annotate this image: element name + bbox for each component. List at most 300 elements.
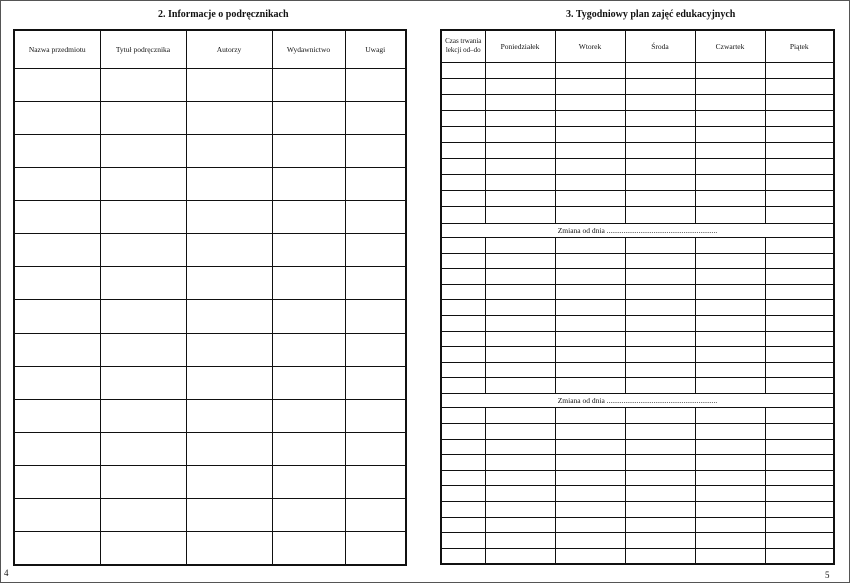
textbook-cell[interactable] [186,466,272,499]
textbook-cell[interactable] [272,134,345,167]
textbook-cell[interactable] [345,333,406,366]
schedule-day-cell[interactable] [765,362,834,378]
schedule-time-cell[interactable] [441,439,485,455]
schedule-day-cell[interactable] [555,94,625,110]
schedule-day-cell[interactable] [765,455,834,471]
textbook-cell[interactable] [345,101,406,134]
schedule-time-cell[interactable] [441,78,485,94]
schedule-day-cell[interactable] [765,347,834,363]
schedule-change-label[interactable]: Zmiana od dnia ........................................................... [441,393,834,408]
schedule-day-cell[interactable] [485,207,555,223]
textbook-cell[interactable] [100,300,186,333]
schedule-day-cell[interactable] [485,238,555,254]
schedule-day-cell[interactable] [765,533,834,549]
textbook-cell[interactable] [345,432,406,465]
textbook-cell[interactable] [186,101,272,134]
col-tuesday: Wtorek [555,30,625,62]
schedule-day-cell[interactable] [695,362,765,378]
textbook-cell[interactable] [100,432,186,465]
col-publisher: Wydawnictwo [272,30,345,68]
schedule-day-cell[interactable] [555,408,625,424]
schedule-row [441,439,834,455]
textbooks-title: 2. Informacje o podręcznikach [158,9,289,20]
schedule-change-label[interactable]: Zmiana od dnia ........................................................... [441,223,834,238]
schedule-day-cell[interactable] [555,347,625,363]
textbook-cell[interactable] [345,399,406,432]
schedule-day-cell[interactable] [695,143,765,159]
schedule-day-cell[interactable] [765,238,834,254]
textbook-cell[interactable] [272,201,345,234]
schedule-day-cell[interactable] [765,126,834,142]
schedule-day-cell[interactable] [555,486,625,502]
textbook-cell[interactable] [186,300,272,333]
schedule-day-cell[interactable] [625,300,695,316]
schedule-day-cell[interactable] [695,378,765,394]
textbook-cell[interactable] [345,532,406,565]
schedule-day-cell[interactable] [625,533,695,549]
schedule-day-cell[interactable] [695,501,765,517]
textbook-cell[interactable] [100,532,186,565]
textbook-cell[interactable] [345,466,406,499]
col-thursday: Czwartek [695,30,765,62]
schedule-time-cell[interactable] [441,238,485,254]
schedule-day-cell[interactable] [485,300,555,316]
schedule-row [441,455,834,471]
textbook-cell[interactable] [272,234,345,267]
schedule-row [441,191,834,207]
schedule-day-cell[interactable] [765,300,834,316]
schedule-time-cell[interactable] [441,533,485,549]
schedule-day-cell[interactable] [625,316,695,332]
schedule-day-cell[interactable] [555,284,625,300]
schedule-day-cell[interactable] [485,110,555,126]
schedule-day-cell[interactable] [485,501,555,517]
schedule-time-cell[interactable] [441,470,485,486]
col-friday: Piątek [765,30,834,62]
schedule-time-cell[interactable] [441,316,485,332]
textbook-cell[interactable] [14,432,100,465]
textbook-cell[interactable] [345,68,406,101]
textbook-cell[interactable] [272,532,345,565]
schedule-day-cell[interactable] [625,455,695,471]
schedule-day-cell[interactable] [765,191,834,207]
schedule-day-cell[interactable] [765,517,834,533]
schedule-day-cell[interactable] [765,470,834,486]
schedule-day-cell[interactable] [625,439,695,455]
textbook-cell[interactable] [14,532,100,565]
schedule-day-cell[interactable] [485,62,555,78]
schedule-day-cell[interactable] [555,62,625,78]
textbook-cell[interactable] [345,167,406,200]
schedule-time-cell[interactable] [441,408,485,424]
schedule-day-cell[interactable] [625,159,695,175]
schedule-day-cell[interactable] [765,316,834,332]
schedule-day-cell[interactable] [485,424,555,440]
schedule-day-cell[interactable] [485,362,555,378]
textbook-cell[interactable] [100,466,186,499]
schedule-time-cell[interactable] [441,159,485,175]
schedule-day-cell[interactable] [485,548,555,564]
schedule-day-cell[interactable] [695,126,765,142]
schedule-day-cell[interactable] [555,362,625,378]
textbook-cell[interactable] [272,366,345,399]
schedule-day-cell[interactable] [625,362,695,378]
schedule-row [441,238,834,254]
schedule-day-cell[interactable] [485,175,555,191]
textbook-row [14,466,406,499]
schedule-day-cell[interactable] [625,78,695,94]
schedule-day-cell[interactable] [695,159,765,175]
schedule-day-cell[interactable] [765,378,834,394]
textbook-row [14,134,406,167]
textbook-cell[interactable] [186,366,272,399]
schedule-day-cell[interactable] [555,548,625,564]
schedule-day-cell[interactable] [765,501,834,517]
schedule-day-cell[interactable] [485,378,555,394]
schedule-time-cell[interactable] [441,253,485,269]
schedule-day-cell[interactable] [695,300,765,316]
schedule-time-cell[interactable] [441,486,485,502]
textbook-cell[interactable] [14,201,100,234]
schedule-day-cell[interactable] [555,175,625,191]
schedule-day-cell[interactable] [695,548,765,564]
textbook-cell[interactable] [272,267,345,300]
schedule-time-cell[interactable] [441,362,485,378]
schedule-day-cell[interactable] [765,408,834,424]
schedule-day-cell[interactable] [485,439,555,455]
textbook-cell[interactable] [345,267,406,300]
schedule-day-cell[interactable] [765,439,834,455]
page-number-left: 4 [4,568,9,578]
schedule-day-cell[interactable] [555,533,625,549]
schedule-row [441,284,834,300]
schedule-day-cell[interactable] [555,126,625,142]
textbook-cell[interactable] [186,399,272,432]
textbook-cell[interactable] [14,399,100,432]
textbook-cell[interactable] [272,101,345,134]
schedule-day-cell[interactable] [555,316,625,332]
schedule-time-cell[interactable] [441,347,485,363]
textbook-row [14,267,406,300]
textbook-cell[interactable] [100,333,186,366]
schedule-day-cell[interactable] [695,191,765,207]
schedule-time-cell[interactable] [441,191,485,207]
schedule-day-cell[interactable] [485,486,555,502]
schedule-day-cell[interactable] [625,378,695,394]
textbook-cell[interactable] [100,68,186,101]
schedule-day-cell[interactable] [625,517,695,533]
schedule-day-cell[interactable] [765,424,834,440]
schedule-day-cell[interactable] [485,159,555,175]
schedule-day-cell[interactable] [485,517,555,533]
schedule-day-cell[interactable] [695,331,765,347]
schedule-time-cell[interactable] [441,207,485,223]
schedule-day-cell[interactable] [765,62,834,78]
textbook-cell[interactable] [14,300,100,333]
textbook-cell[interactable] [14,499,100,532]
schedule-day-cell[interactable] [555,269,625,285]
textbook-row [14,234,406,267]
schedule-day-cell[interactable] [765,253,834,269]
schedule-time-cell[interactable] [441,143,485,159]
schedule-day-cell[interactable] [695,424,765,440]
schedule-row [441,110,834,126]
schedule-day-cell[interactable] [695,470,765,486]
textbook-cell[interactable] [100,399,186,432]
schedule-row [441,253,834,269]
schedule-day-cell[interactable] [695,253,765,269]
schedule-time-cell[interactable] [441,378,485,394]
schedule-day-cell[interactable] [485,533,555,549]
col-wednesday: Środa [625,30,695,62]
schedule-day-cell[interactable] [695,316,765,332]
schedule-time-cell[interactable] [441,517,485,533]
textbook-row [14,68,406,101]
schedule-time-cell[interactable] [441,331,485,347]
textbook-cell[interactable] [100,167,186,200]
schedule-day-cell[interactable] [625,501,695,517]
textbook-cell[interactable] [186,201,272,234]
schedule-row [441,143,834,159]
schedule-day-cell[interactable] [555,517,625,533]
textbook-cell[interactable] [100,134,186,167]
textbook-cell[interactable] [272,167,345,200]
schedule-row [441,78,834,94]
schedule-day-cell[interactable] [555,110,625,126]
schedule-day-cell[interactable] [765,331,834,347]
schedule-day-cell[interactable] [625,191,695,207]
textbook-cell[interactable] [272,432,345,465]
schedule-time-cell[interactable] [441,424,485,440]
schedule-day-cell[interactable] [485,78,555,94]
schedule-row [441,424,834,440]
schedule-day-cell[interactable] [695,207,765,223]
schedule-row [441,362,834,378]
schedule-day-cell[interactable] [765,94,834,110]
schedule-day-cell[interactable] [695,238,765,254]
textbook-cell[interactable] [186,134,272,167]
schedule-day-cell[interactable] [485,94,555,110]
textbook-cell[interactable] [186,432,272,465]
textbook-cell[interactable] [186,234,272,267]
textbook-cell[interactable] [272,68,345,101]
schedule-day-cell[interactable] [625,207,695,223]
schedule-day-cell[interactable] [485,253,555,269]
schedule-day-cell[interactable] [695,408,765,424]
schedule-day-cell[interactable] [625,269,695,285]
schedule-time-cell[interactable] [441,269,485,285]
schedule-day-cell[interactable] [625,408,695,424]
schedule-day-cell[interactable] [555,501,625,517]
schedule-time-cell[interactable] [441,62,485,78]
schedule-day-cell[interactable] [485,347,555,363]
schedule-time-cell[interactable] [441,455,485,471]
schedule-day-cell[interactable] [555,143,625,159]
textbook-cell[interactable] [100,234,186,267]
textbook-cell[interactable] [345,366,406,399]
schedule-table [440,29,835,565]
schedule-day-cell[interactable] [485,331,555,347]
schedule-time-cell[interactable] [441,126,485,142]
textbook-cell[interactable] [186,167,272,200]
textbook-cell[interactable] [14,267,100,300]
textbook-cell[interactable] [272,399,345,432]
textbook-cell[interactable] [14,333,100,366]
textbook-cell[interactable] [186,333,272,366]
schedule-day-cell[interactable] [485,284,555,300]
textbook-cell[interactable] [100,499,186,532]
schedule-day-cell[interactable] [625,126,695,142]
schedule-day-cell[interactable] [695,110,765,126]
schedule-day-cell[interactable] [695,78,765,94]
schedule-day-cell[interactable] [555,253,625,269]
schedule-day-cell[interactable] [555,439,625,455]
schedule-day-cell[interactable] [625,143,695,159]
schedule-day-cell[interactable] [485,191,555,207]
col-textbook-title: Tytuł podręcznika [100,30,186,68]
textbook-row [14,366,406,399]
textbook-cell[interactable] [272,333,345,366]
schedule-time-cell[interactable] [441,548,485,564]
schedule-day-cell[interactable] [695,517,765,533]
schedule-row [441,501,834,517]
schedule-day-cell[interactable] [485,126,555,142]
schedule-day-cell[interactable] [765,207,834,223]
col-monday: Poniedziałek [485,30,555,62]
schedule-day-cell[interactable] [555,378,625,394]
schedule-day-cell[interactable] [485,269,555,285]
schedule-row [441,347,834,363]
textbook-cell[interactable] [100,366,186,399]
schedule-day-cell[interactable] [625,331,695,347]
schedule-day-cell[interactable] [695,94,765,110]
schedule-day-cell[interactable] [625,253,695,269]
schedule-day-cell[interactable] [765,175,834,191]
schedule-day-cell[interactable] [485,470,555,486]
textbook-cell[interactable] [186,532,272,565]
schedule-day-cell[interactable] [625,347,695,363]
schedule-time-cell[interactable] [441,110,485,126]
schedule-time-cell[interactable] [441,284,485,300]
schedule-day-cell[interactable] [625,110,695,126]
schedule-time-cell[interactable] [441,501,485,517]
textbook-cell[interactable] [100,101,186,134]
schedule-day-cell[interactable] [555,238,625,254]
schedule-row [441,207,834,223]
schedule-day-cell[interactable] [695,486,765,502]
textbook-cell[interactable] [345,201,406,234]
schedule-day-cell[interactable] [625,284,695,300]
schedule-day-cell[interactable] [555,470,625,486]
textbook-cell[interactable] [14,366,100,399]
schedule-day-cell[interactable] [625,175,695,191]
textbook-cell[interactable] [272,466,345,499]
schedule-row [441,159,834,175]
schedule-time-cell[interactable] [441,94,485,110]
schedule-day-cell[interactable] [695,455,765,471]
schedule-day-cell[interactable] [695,347,765,363]
textbook-cell[interactable] [186,499,272,532]
textbook-cell[interactable] [345,499,406,532]
schedule-day-cell[interactable] [555,300,625,316]
schedule-day-cell[interactable] [485,316,555,332]
schedule-day-cell[interactable] [765,143,834,159]
textbook-row [14,499,406,532]
schedule-day-cell[interactable] [765,548,834,564]
schedule-day-cell[interactable] [485,455,555,471]
textbook-cell[interactable] [345,234,406,267]
schedule-day-cell[interactable] [555,455,625,471]
textbook-cell[interactable] [14,68,100,101]
schedule-day-cell[interactable] [695,533,765,549]
schedule-day-cell[interactable] [765,110,834,126]
textbook-cell[interactable] [186,267,272,300]
schedule-day-cell[interactable] [555,207,625,223]
schedule-day-cell[interactable] [695,175,765,191]
schedule-change-row [441,393,834,408]
textbook-cell[interactable] [345,134,406,167]
textbook-cell[interactable] [14,466,100,499]
schedule-row [441,62,834,78]
textbook-cell[interactable] [100,267,186,300]
schedule-day-cell[interactable] [625,238,695,254]
schedule-day-cell[interactable] [485,143,555,159]
textbook-cell[interactable] [345,300,406,333]
textbook-cell[interactable] [14,167,100,200]
schedule-day-cell[interactable] [625,486,695,502]
schedule-row [441,175,834,191]
schedule-day-cell[interactable] [625,94,695,110]
schedule-day-cell[interactable] [625,62,695,78]
schedule-day-cell[interactable] [695,439,765,455]
schedule-day-cell[interactable] [625,470,695,486]
schedule-day-cell[interactable] [695,284,765,300]
schedule-day-cell[interactable] [695,62,765,78]
textbook-cell[interactable] [100,201,186,234]
schedule-day-cell[interactable] [765,486,834,502]
textbook-cell[interactable] [186,68,272,101]
textbook-cell[interactable] [272,300,345,333]
schedule-day-cell[interactable] [625,424,695,440]
schedule-time-cell[interactable] [441,175,485,191]
schedule-day-cell[interactable] [625,548,695,564]
schedule-day-cell[interactable] [765,269,834,285]
schedule-day-cell[interactable] [555,191,625,207]
schedule-day-cell[interactable] [765,78,834,94]
textbooks-header-row [14,30,406,68]
schedule-row [441,300,834,316]
textbook-row [14,300,406,333]
textbook-row [14,432,406,465]
schedule-time-cell[interactable] [441,300,485,316]
textbook-cell[interactable] [14,101,100,134]
textbook-cell[interactable] [14,134,100,167]
page-number-right: 5 [825,570,830,580]
schedule-day-cell[interactable] [555,78,625,94]
schedule-day-cell[interactable] [555,331,625,347]
schedule-day-cell[interactable] [765,159,834,175]
schedule-day-cell[interactable] [695,269,765,285]
schedule-day-cell[interactable] [765,284,834,300]
schedule-row [441,269,834,285]
schedule-title: 3. Tygodniowy plan zajęć edukacyjnych [566,9,736,20]
schedule-day-cell[interactable] [555,159,625,175]
schedule-row [441,316,834,332]
textbook-cell[interactable] [272,499,345,532]
textbook-cell[interactable] [14,234,100,267]
schedule-day-cell[interactable] [555,424,625,440]
schedule-day-cell[interactable] [485,408,555,424]
